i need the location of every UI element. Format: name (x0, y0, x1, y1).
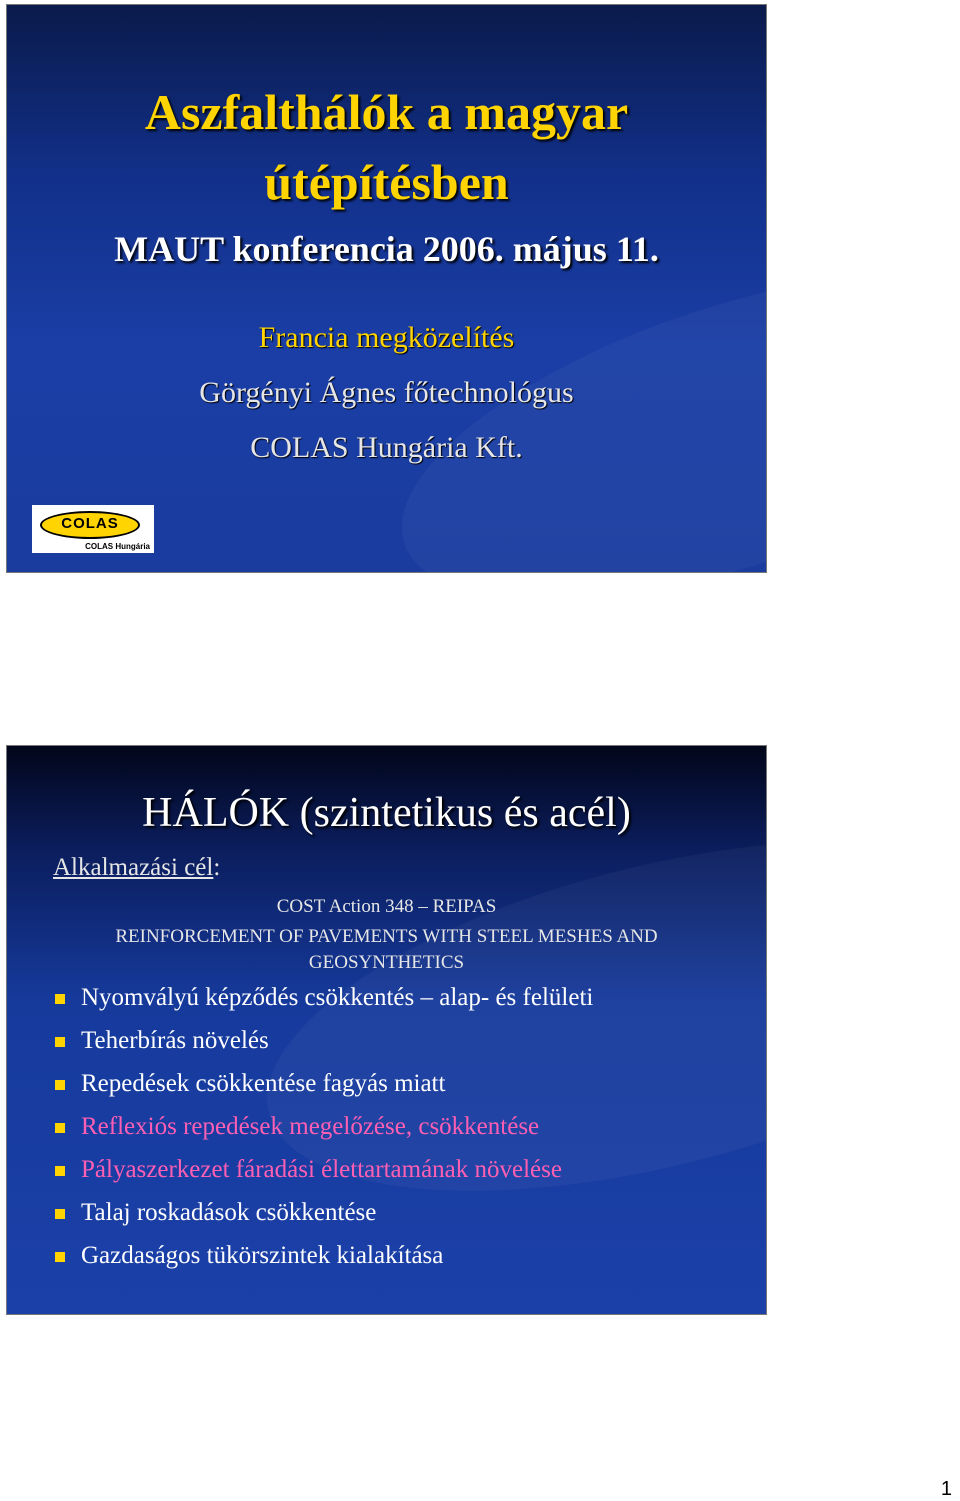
slide-2-title: HÁLÓK (szintetikus és acél) (142, 790, 631, 836)
slide-1-title-line-1: Aszfalthálók a magyar (144, 84, 629, 140)
colas-logo (32, 505, 154, 553)
bullet-square-icon (55, 1080, 65, 1090)
colas-logo-subtext: COLAS Hungária (85, 542, 150, 551)
slide-2 (6, 745, 767, 1315)
slide-1-title-line-2: útépítésben (264, 154, 509, 210)
list-item (53, 984, 593, 1027)
company-text: COLAS Hungária Kft. (250, 431, 523, 464)
reipas-expansion-line-1: REINFORCEMENT OF PAVEMENTS WITH STEEL MESHES AND (115, 926, 658, 947)
list-item (53, 1113, 593, 1156)
cost-action-line: COST Action 348 – REIPAS (276, 896, 497, 917)
page-number: 1 (940, 1478, 952, 1500)
bullet-square-icon (55, 1037, 65, 1047)
slide-1 (6, 4, 767, 573)
bullet-square-icon (55, 994, 65, 1004)
approach-text: Francia megközelítés (258, 321, 515, 354)
application-label-colon: : (213, 854, 221, 881)
bullet-text: Gazdaságos tükörszintek kialakítása (81, 1242, 444, 1269)
list-item (53, 1199, 593, 1242)
bullet-square-icon (55, 1252, 65, 1262)
bullet-square-icon (55, 1166, 65, 1176)
application-label-text: Alkalmazási cél (53, 854, 214, 881)
application-label (53, 854, 220, 882)
bullet-text: Nyomvályú képződés csökkentés – alap- és felületi (81, 984, 594, 1011)
bullet-text: Pályaszerkezet fáradási élettartamának növelése (81, 1156, 562, 1183)
author-text: Görgényi Ágnes főtechnológus (199, 376, 574, 409)
bullet-text: Repedések csökkentése fagyás miatt (81, 1070, 446, 1097)
list-item (53, 1242, 593, 1285)
list-item (53, 1070, 593, 1113)
list-item (53, 1027, 593, 1070)
slide-1-subtitle: MAUT konferencia 2006. május 11. (114, 229, 659, 269)
bullet-text: Talaj roskadások csökkentése (81, 1199, 377, 1226)
list-item (53, 1156, 593, 1199)
bullet-square-icon (55, 1123, 65, 1133)
bullet-square-icon (55, 1209, 65, 1219)
bullet-text: Teherbírás növelés (81, 1027, 269, 1054)
colas-logo-text: COLAS (61, 515, 119, 532)
colas-logo-oval (40, 511, 140, 539)
bullet-list (53, 984, 593, 1285)
reipas-expansion-line-2: GEOSYNTHETICS (308, 952, 465, 973)
bullet-text: Reflexiós repedések megelőzése, csökkentése (81, 1113, 540, 1140)
